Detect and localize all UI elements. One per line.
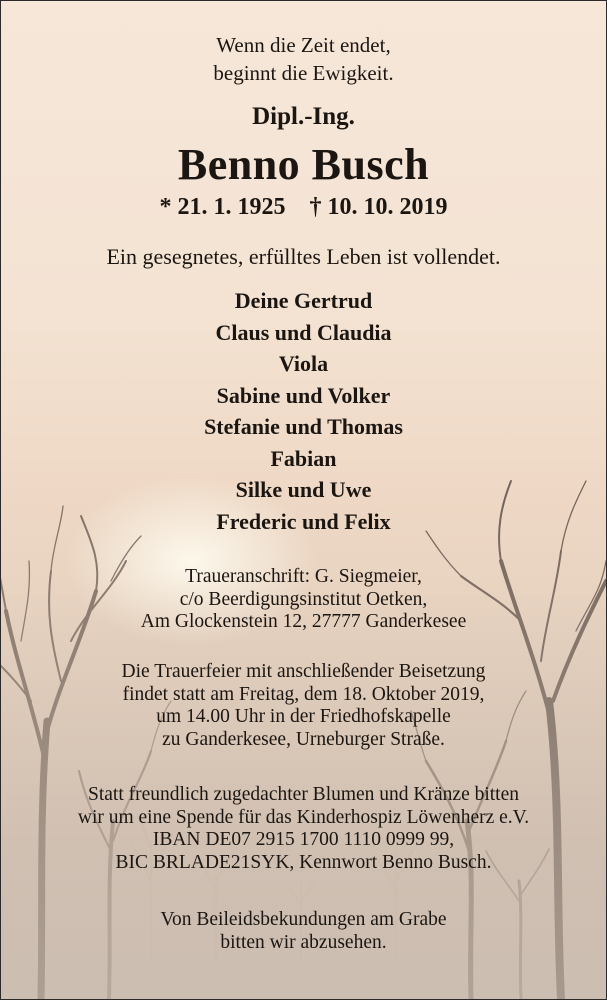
service-line: zu Ganderkesee, Urneburger Straße. bbox=[162, 728, 445, 750]
birth-date: * 21. 1. 1925 bbox=[159, 194, 286, 220]
family-member: Sabine und Volker bbox=[216, 382, 391, 408]
family-member: Fabian bbox=[270, 445, 337, 471]
condolence-note bbox=[1, 909, 606, 954]
death-date: † 10. 10. 2019 bbox=[309, 194, 448, 220]
service-line: um 14.00 Uhr in der Friedhofskapelle bbox=[156, 706, 451, 727]
condolence-line: bitten wir abzusehen. bbox=[220, 931, 387, 953]
mourning-address bbox=[1, 566, 606, 634]
donation-line: BIC BRLADE21SYK, Kennwort Benno Busch. bbox=[115, 851, 492, 873]
service-line: findet statt am Freitag, dem 18. Oktober 2019, bbox=[122, 683, 485, 705]
family-list bbox=[1, 285, 606, 537]
address-line: Am Glockenstein 12, 27777 Ganderkesee bbox=[140, 611, 467, 632]
motto-line: beginnt die Ewigkeit. bbox=[213, 61, 394, 85]
funeral-service-info bbox=[1, 661, 606, 751]
service-line: Die Trauerfeier mit anschließender Beisetzung bbox=[121, 661, 486, 682]
donation-line: wir um eine Spende für das Kinderhospiz Löwenherz e.V. bbox=[77, 806, 530, 828]
life-dates bbox=[1, 194, 606, 221]
family-member: Viola bbox=[278, 351, 329, 376]
motto bbox=[1, 31, 606, 87]
family-member: Frederic und Felix bbox=[216, 508, 391, 534]
donation-request bbox=[1, 784, 606, 874]
family-member: Silke und Uwe bbox=[235, 477, 372, 502]
condolence-line: Von Beileidsbekundungen am Grabe bbox=[160, 909, 447, 930]
deceased-name: Benno Busch bbox=[177, 140, 430, 189]
address-line: c/o Beerdigungsinstitut Oetken, bbox=[179, 588, 428, 610]
family-member: Stefanie und Thomas bbox=[204, 414, 403, 439]
donation-line: IBAN DE07 2915 1700 1110 0999 99, bbox=[152, 829, 455, 850]
motto-line: Wenn die Zeit endet, bbox=[216, 33, 391, 57]
address-line: Traueranschrift: G. Siegmeier, bbox=[185, 566, 422, 587]
epitaph: Ein gesegnetes, erfülltes Leben ist vollendet. bbox=[106, 244, 501, 269]
family-member: Claus und Claudia bbox=[215, 319, 392, 345]
family-member: Deine Gertrud bbox=[234, 288, 373, 313]
academic-degree: Dipl.-Ing. bbox=[252, 103, 355, 130]
donation-line: Statt freundlich zugedachter Blumen und Kränze bitten bbox=[87, 784, 520, 805]
